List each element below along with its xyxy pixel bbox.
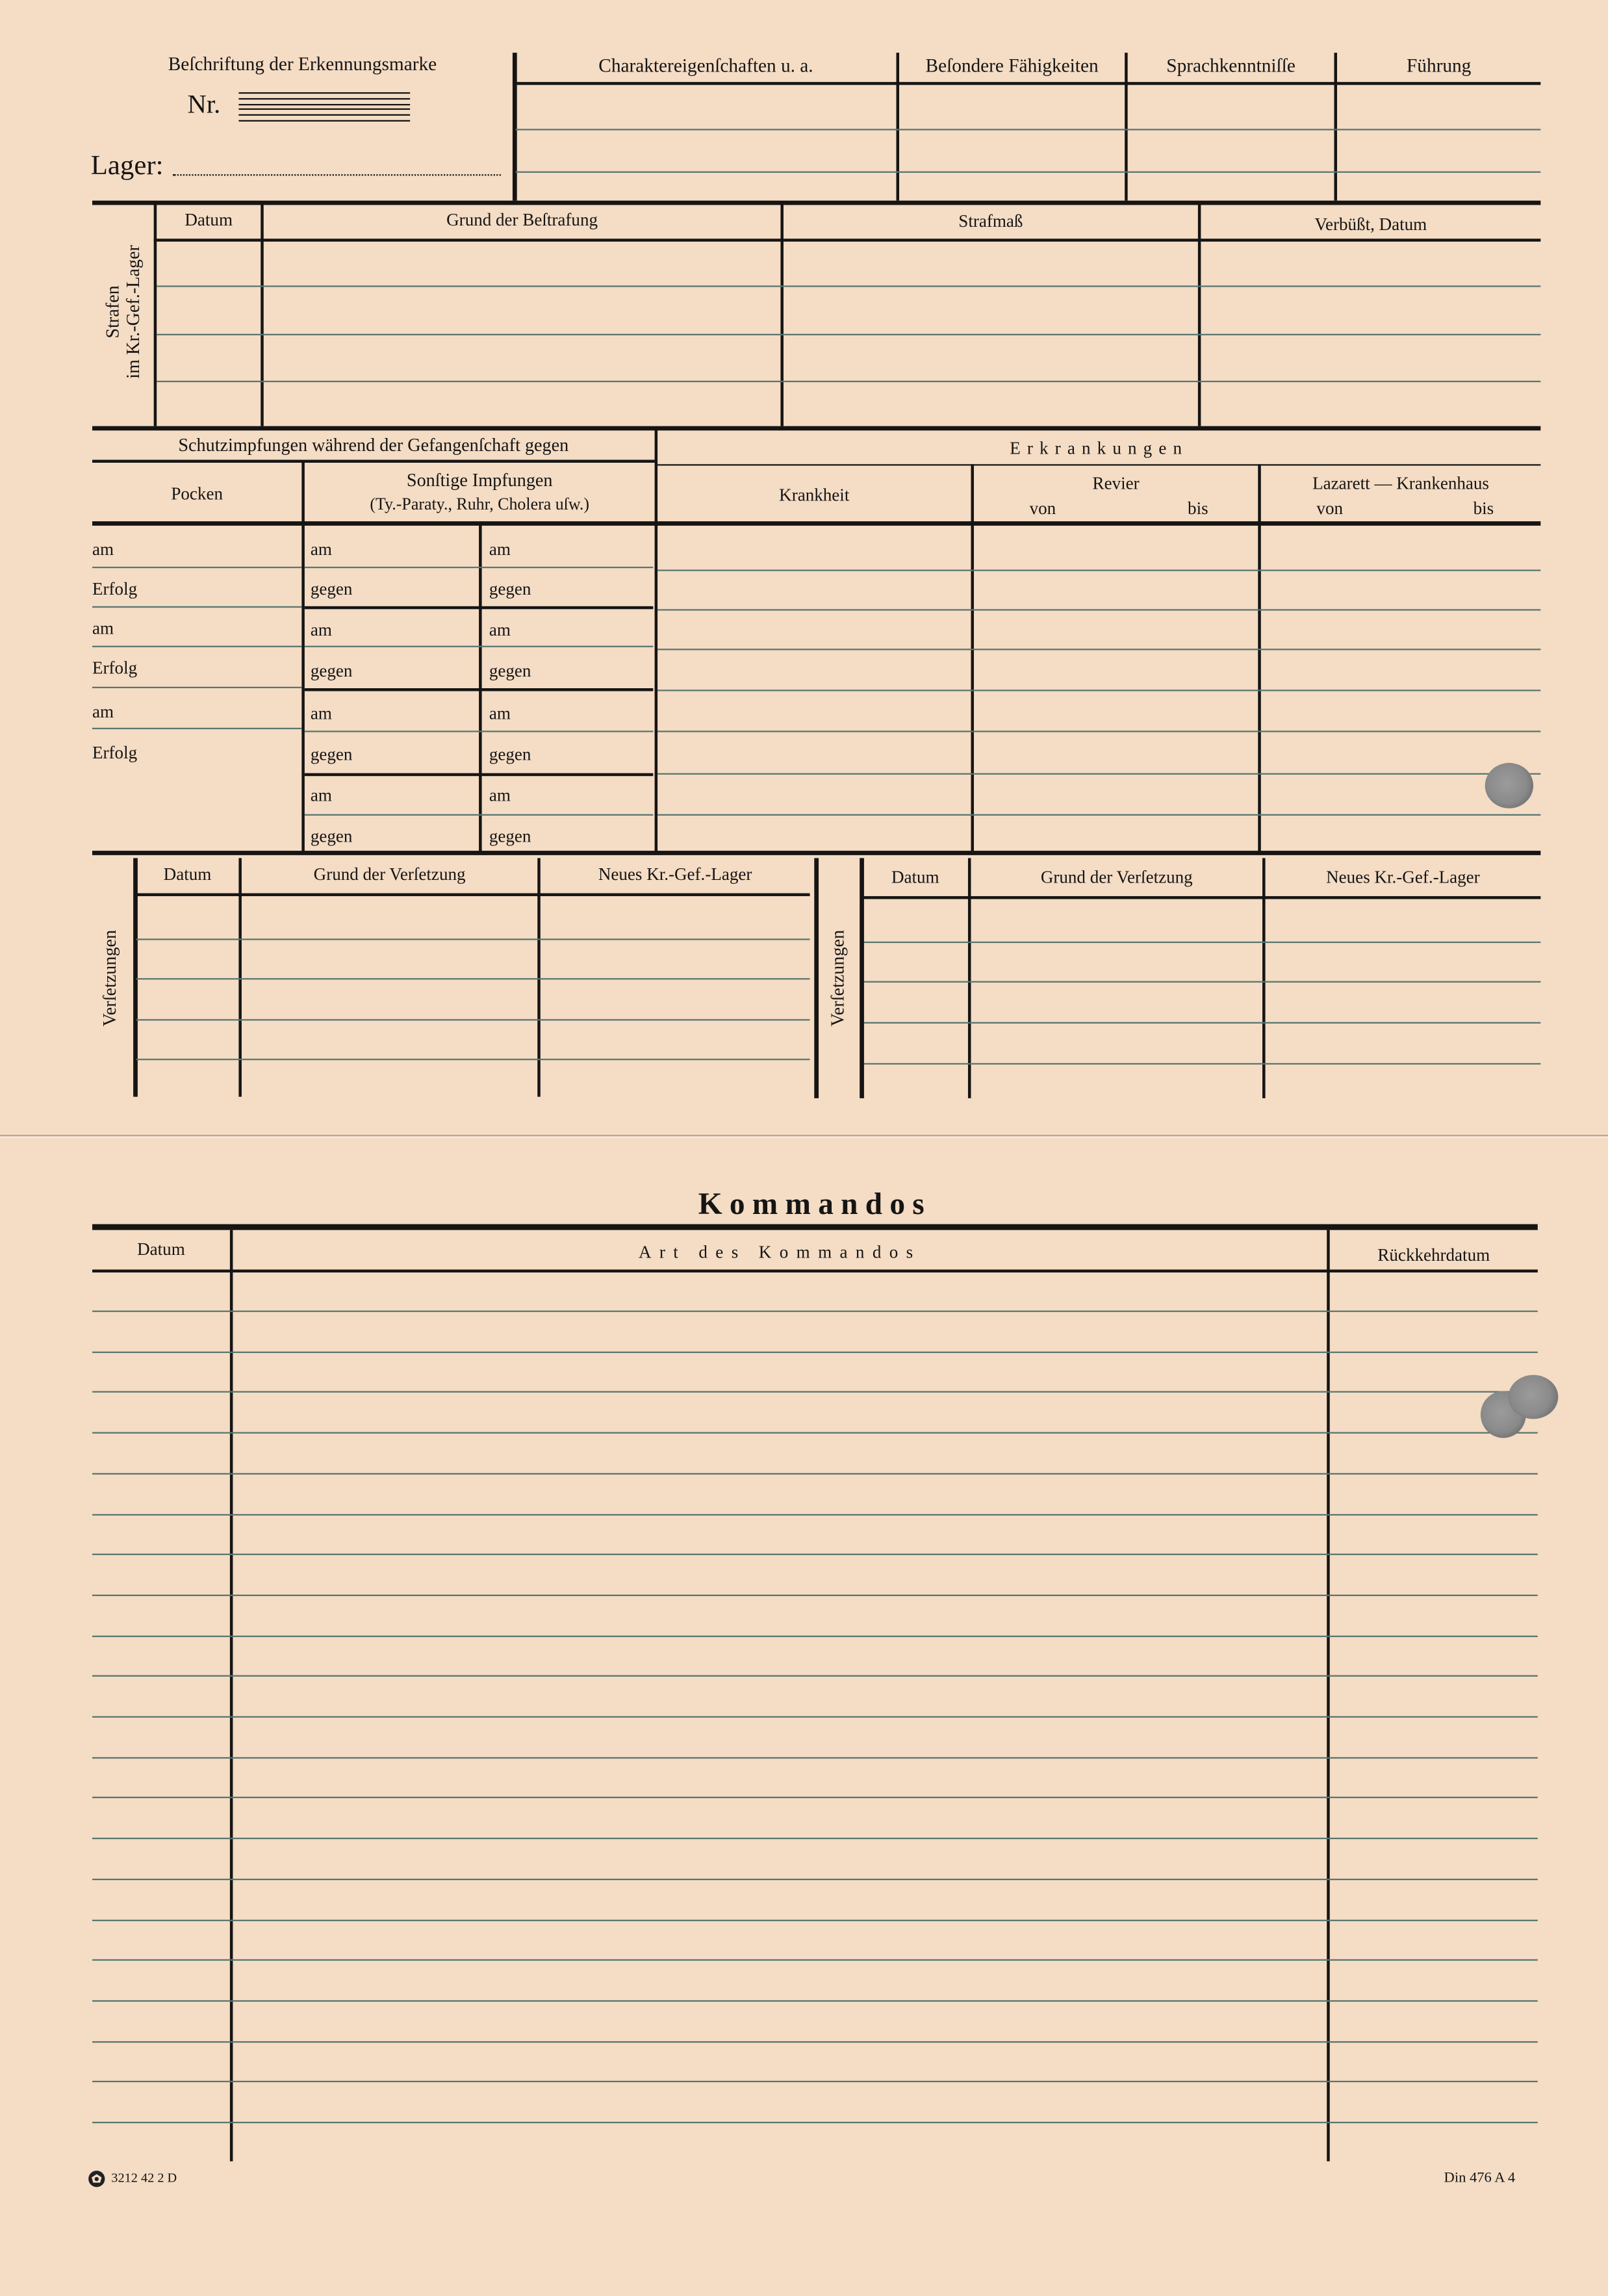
work-details-col-return-date: Rückkehrdatum <box>1377 1245 1490 1265</box>
transfers-header-underline <box>134 893 810 896</box>
other-vaccination-row-label: gegen <box>489 578 531 599</box>
row-line <box>136 1019 810 1020</box>
transfers-col-new-camp: Neues Kr.-Gef.-Lager <box>598 864 752 884</box>
column-divider <box>1198 203 1201 426</box>
penalties-col-served: Verbüßt, Datum <box>1314 213 1427 235</box>
hospital-to-label: bis <box>1473 498 1494 519</box>
column-divider <box>230 1230 233 2161</box>
hospital-from-label: von <box>1316 498 1344 519</box>
row-line <box>657 814 1540 816</box>
row-line <box>157 334 1540 335</box>
section-divider <box>92 426 1540 430</box>
row-line <box>657 773 1540 775</box>
row-group-line <box>305 688 653 691</box>
header-conduct: Führung <box>1406 54 1472 77</box>
vaccinations-header-underline <box>92 521 1540 525</box>
printer-emblem-icon <box>88 2169 105 2186</box>
illnesses-title-underline <box>657 463 1540 465</box>
work-details-col-type: Art des Kommandos <box>638 1241 921 1263</box>
column-divider <box>780 203 784 426</box>
other-vaccination-row-label: gegen <box>310 743 353 765</box>
row-line <box>92 1959 1538 1961</box>
row-line <box>92 1675 1538 1677</box>
row-line <box>92 2000 1538 2002</box>
row-line <box>92 1594 1538 1595</box>
vaccinations-title: Schutzimpfungen während der Gefangenſchaft gegen <box>178 435 569 456</box>
column-divider <box>1327 1230 1330 2161</box>
illnesses-col-sickbay: Revier <box>1092 472 1140 494</box>
header-languages: Sprachkenntniſſe <box>1166 54 1295 77</box>
smallpox-row-label: Erfolg <box>92 657 138 678</box>
other-vaccination-row-label: gegen <box>489 743 531 765</box>
row-line <box>92 1798 1538 1799</box>
other-vaccination-row-label: gegen <box>310 578 353 599</box>
smallpox-row-label: Erfolg <box>92 742 138 763</box>
row-line <box>92 1391 1538 1393</box>
vaccinations-col-other: Sonſtige Impfungen <box>406 470 553 491</box>
header-special-skills: Beſondere Fähigkeiten <box>925 54 1099 77</box>
header-character: Charaktereigenſchaften u. a. <box>598 54 813 77</box>
other-vaccination-row-label: am <box>310 784 332 806</box>
penalties-side-label-line1: Strafen <box>102 285 123 339</box>
row-line <box>864 1063 1540 1064</box>
smallpox-row-label: am <box>92 701 114 722</box>
smallpox-row-label: Erfolg <box>92 578 138 599</box>
row-line <box>92 1838 1538 1839</box>
row-line <box>136 1059 810 1060</box>
row-line <box>515 172 1540 173</box>
row-line <box>515 128 1540 129</box>
row-line <box>92 2122 1538 2123</box>
work-details-header-underline <box>92 1269 1538 1272</box>
tag-number-line <box>238 103 410 105</box>
table-border <box>814 858 818 1098</box>
vaccinations-col-other-note: (Ty.-Paraty., Ruhr, Cholera uſw.) <box>370 496 590 514</box>
penalties-col-sentence: Strafmaß <box>958 211 1023 232</box>
row-line <box>92 1554 1538 1555</box>
other-vaccination-row-label: am <box>310 539 332 560</box>
row-line <box>92 1514 1538 1515</box>
row-line <box>92 646 301 647</box>
column-divider <box>301 461 305 853</box>
transfers-side-label-right: Verſetzungen <box>827 929 849 1027</box>
row-line <box>305 814 653 816</box>
punch-hole <box>1509 1375 1559 1419</box>
tag-number-line <box>238 109 410 110</box>
penalties-col-date: Datum <box>185 209 233 230</box>
tag-number-line <box>238 120 410 122</box>
row-line <box>92 1757 1538 1758</box>
row-line <box>657 569 1540 571</box>
section-divider <box>92 851 1540 855</box>
row-line <box>92 1311 1538 1312</box>
row-line <box>157 381 1540 382</box>
vaccinations-title-underline <box>92 460 655 462</box>
row-line <box>657 690 1540 691</box>
table-border <box>860 858 863 1098</box>
row-line <box>92 2081 1538 2082</box>
work-details-col-date: Datum <box>137 1239 185 1259</box>
column-divider <box>968 858 971 1098</box>
sickbay-from-label: von <box>1029 498 1056 519</box>
tag-number-label: Nr. <box>187 89 221 119</box>
row-line <box>136 938 810 940</box>
row-group-line <box>305 606 653 609</box>
vaccinations-col-smallpox: Pocken <box>171 483 223 504</box>
other-vaccination-row-label: am <box>489 619 511 640</box>
penalties-header-underline <box>154 239 1541 242</box>
other-vaccination-row-label: am <box>489 539 511 560</box>
personal-header-underline <box>513 82 1540 85</box>
row-line <box>92 1351 1538 1352</box>
form-number: 3212 42 2 D <box>111 2170 177 2185</box>
sickbay-to-label: bis <box>1188 498 1208 519</box>
transfers-header-underline <box>861 896 1540 899</box>
transfers-col-reason: Grund der Verſetzung <box>313 864 466 884</box>
row-line <box>305 730 653 732</box>
table-border <box>154 203 157 426</box>
row-line <box>864 981 1540 983</box>
transfers-col-date: Datum <box>163 864 212 884</box>
transfers-col-new-camp: Neues Kr.-Gef.-Lager <box>1326 866 1480 888</box>
other-vaccination-row-label: gegen <box>310 825 353 847</box>
tag-number-line <box>238 92 410 94</box>
penalties-side-label <box>103 245 144 379</box>
illnesses-title: Erkrankungen <box>1010 437 1189 459</box>
smallpox-row-label: am <box>92 539 114 560</box>
row-line <box>864 1022 1540 1024</box>
row-line <box>157 285 1540 287</box>
illnesses-col-hospital: Lazarett — Krankenhaus <box>1312 472 1489 494</box>
row-line <box>92 567 301 568</box>
camp-label: Lager: <box>90 151 164 182</box>
penalties-side-label-line2: im Kr.-Gef.-Lager <box>123 245 144 379</box>
tag-number-line <box>238 98 410 99</box>
fold-line <box>0 1134 1608 1136</box>
smallpox-row-label: am <box>92 617 114 639</box>
other-vaccination-row-label: am <box>310 703 332 724</box>
other-vaccination-row-label: am <box>489 784 511 806</box>
row-line <box>92 728 301 729</box>
row-line <box>864 942 1540 943</box>
transfers-col-date: Datum <box>891 866 939 888</box>
tag-number-line <box>238 114 410 116</box>
row-line <box>92 1919 1538 1920</box>
column-divider <box>1262 858 1266 1098</box>
row-line <box>657 649 1540 650</box>
row-group-line <box>305 773 653 776</box>
row-line <box>305 646 653 647</box>
row-line <box>92 1635 1538 1636</box>
row-line <box>92 2041 1538 2042</box>
identity-tag-label: Beſchriftung der Erkennungsmarke <box>168 53 437 75</box>
row-line <box>92 1878 1538 1879</box>
row-line <box>92 1473 1538 1474</box>
punch-hole <box>1485 763 1533 808</box>
row-line <box>92 687 301 688</box>
row-line <box>657 609 1540 610</box>
other-vaccination-row-label: am <box>310 619 332 640</box>
row-line <box>136 978 810 979</box>
other-vaccination-row-label: gegen <box>489 660 531 681</box>
other-vaccination-row-label: am <box>489 703 511 724</box>
illnesses-col-disease: Krankheit <box>779 484 850 506</box>
row-line <box>92 1432 1538 1434</box>
transfers-col-reason: Grund der Verſetzung <box>1040 866 1193 888</box>
work-details-top-rule <box>92 1224 1538 1230</box>
row-line <box>92 606 301 608</box>
column-divider <box>261 203 264 426</box>
row-line <box>305 567 653 568</box>
row-line <box>92 1716 1538 1718</box>
camp-dotted-line <box>173 174 501 175</box>
work-details-title: Kommandos <box>698 1186 932 1222</box>
other-vaccination-row-label: gegen <box>489 825 531 847</box>
penalties-col-reason: Grund der Beſtrafung <box>446 209 598 230</box>
transfers-side-label-left: Verſetzungen <box>99 929 120 1027</box>
paper-format: Din 476 A 4 <box>1444 2170 1516 2187</box>
row-line <box>657 730 1540 732</box>
section-divider <box>92 200 1540 205</box>
other-vaccination-row-label: gegen <box>310 660 353 681</box>
